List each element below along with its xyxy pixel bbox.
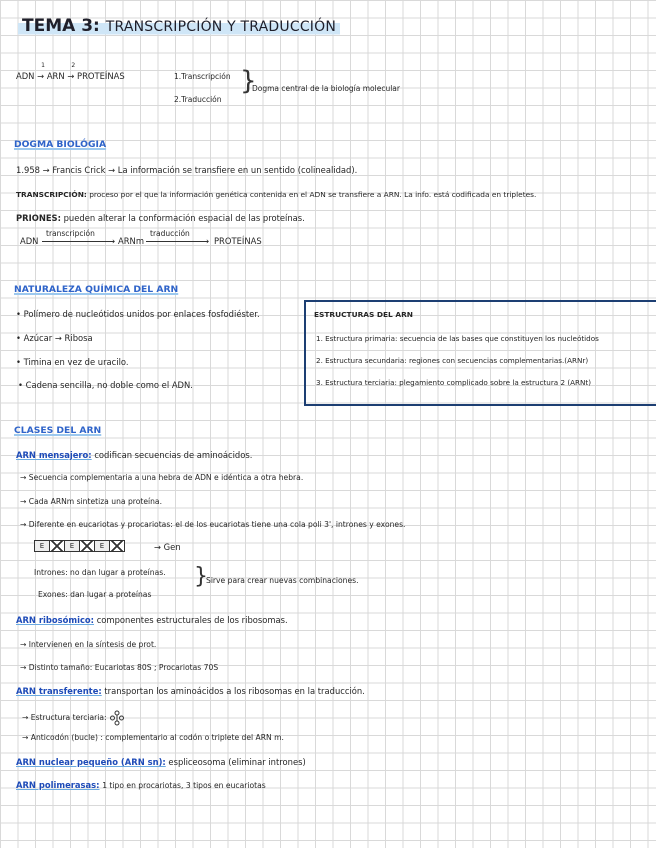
brace-icon: } (194, 564, 208, 589)
flow2-transcripcion: transcripción (46, 229, 95, 238)
dogma-line2 (16, 190, 536, 199)
flow-num2: 2 (71, 62, 76, 69)
intron-cell (80, 541, 95, 551)
page-title (18, 16, 340, 36)
flow-num1: 1 (41, 62, 45, 69)
dogma-line1: 1.958 → Francis Crick → La información se transfiere en un sentido (colinealidad). (16, 165, 358, 175)
section-heading-dogma: DOGMA BIOLÓGIA (14, 139, 107, 150)
estructura-item: 1. Estructura primaria: secuencia de las bases que constituyen los nucleótidos (316, 334, 599, 343)
ribosomico-point: → Intervienen en la síntesis de prot. (20, 640, 157, 649)
intro-flow: ADN → 1 ARN → 2 PROTEÍNAS (16, 62, 125, 81)
exon-cell: E (95, 541, 110, 551)
sirve-text: Sirve para crear nuevas combinaciones. (206, 576, 359, 585)
ribosomico-line (16, 615, 288, 625)
transferente-line (16, 686, 365, 696)
flow2-proteinas: PROTEÍNAS (214, 236, 262, 246)
exon-cell: E (35, 541, 50, 551)
intrones-text: Intrones: no dan lugar a proteínas. (34, 568, 166, 577)
transferente-point1 (22, 710, 125, 726)
estructura-item: 3. Estructura terciaria: plegamiento complicado sobre la estructura 2 (ARNt) (316, 378, 592, 387)
ribosomico-label: ARN ribosómico: (16, 615, 95, 625)
flow2-adn: ADN (20, 236, 39, 246)
nuclear-text: espliceosoma (eliminar intrones) (168, 757, 306, 767)
priones-label: PRIONES: (16, 213, 61, 223)
intro-step2: 2.Traducción (174, 95, 222, 104)
naturaleza-item: • Cadena sencilla, no doble como el ADN. (18, 380, 193, 390)
ribosomico-text: componentes estructurales de los ribosomas. (96, 615, 288, 625)
mensajero-label: ARN mensajero: (16, 450, 92, 460)
trna-icon (109, 710, 125, 726)
arrow-line-2 (146, 241, 208, 242)
mensajero-point: → Cada ARNm sintetiza una proteína. (20, 497, 163, 506)
transferente-text: transportan los aminoácidos a los ribosomas en la traducción. (104, 686, 365, 696)
section-heading-clases: CLASES DEL ARN (14, 425, 102, 436)
naturaleza-item: • Timina en vez de uracilo. (16, 357, 129, 367)
polimerasas-label: ARN polimerasas: (16, 780, 100, 790)
flow2-arnm: ARNm (118, 236, 144, 246)
arrow-line-1 (42, 241, 114, 242)
priones-text: pueden alterar la conformación espacial de las proteínas. (63, 213, 305, 223)
polimerasas-text: 1 tipo en procariotas, 3 tipos en eucariotas (102, 781, 266, 790)
polimerasas-line (16, 780, 266, 790)
flow2-traduccion: traducción (150, 229, 190, 238)
intro-step1: 1.Transcripción (174, 72, 231, 81)
brace-icon: } (240, 66, 257, 96)
exones-text: Exones: dan lugar a proteínas (38, 590, 152, 599)
exon-cell: E (65, 541, 80, 551)
gene-diagram (34, 540, 125, 552)
title-main: TEMA 3: (22, 16, 100, 36)
title-sub: TRANSCRIPCIÓN Y TRADUCCIÓN (105, 19, 337, 35)
dogma-line3 (16, 213, 305, 223)
intron-cell (110, 541, 124, 551)
intron-cell (50, 541, 65, 551)
ribosomico-point: → Distinto tamaño: Eucariotas 80S ; Procariotas 70S (20, 663, 219, 672)
transferente-point: → Anticodón (bucle) : complementario al codón o triplete del ARN m. (22, 733, 284, 742)
flow-proteinas: PROTEÍNAS (77, 71, 125, 81)
transcripcion-text: proceso por el que la información genética contenida en el ADN se transfiere a ARN. La info. está codificada en tripletes. (89, 190, 537, 199)
terciaria-text: → Estructura terciaria: (22, 713, 107, 722)
mensajero-line (16, 450, 252, 460)
nuclear-line (16, 757, 306, 767)
transferente-label: ARN transferente: (16, 686, 102, 696)
transcripcion-label: TRANSCRIPCIÓN: (16, 190, 87, 199)
arrow-head-2: › (206, 236, 210, 246)
naturaleza-item: • Azúcar → Ribosa (16, 333, 93, 343)
nuclear-label: ARN nuclear pequeño (ARN sn): (16, 757, 166, 767)
estructuras-heading: ESTRUCTURAS DEL ARN (314, 310, 413, 319)
arrow-head-1: › (112, 236, 116, 246)
intro-dogma: Dogma central de la biología molecular (252, 84, 400, 93)
estructura-item: 2. Estructura secundaria: regiones con secuencias complementarias.(ARNr) (316, 356, 589, 365)
mensajero-point: → Diferente en eucariotas y procariotas: el de los eucariotas tiene una cola poli 3', intrones y exones. (20, 520, 406, 529)
section-heading-naturaleza: NATURALEZA QUÍMICA DEL ARN (14, 284, 179, 295)
flow-arn: ARN (46, 71, 65, 81)
mensajero-point: → Secuencia complementaria a una hebra de ADN e idéntica a otra hebra. (20, 473, 304, 482)
mensajero-text: codifican secuencias de aminoácidos. (94, 450, 253, 460)
naturaleza-item: • Polímero de nucleótidos unidos por enlaces fosfodiéster. (16, 309, 260, 319)
gene-label: → Gen (154, 542, 181, 552)
flow-adn: ADN (16, 71, 35, 81)
